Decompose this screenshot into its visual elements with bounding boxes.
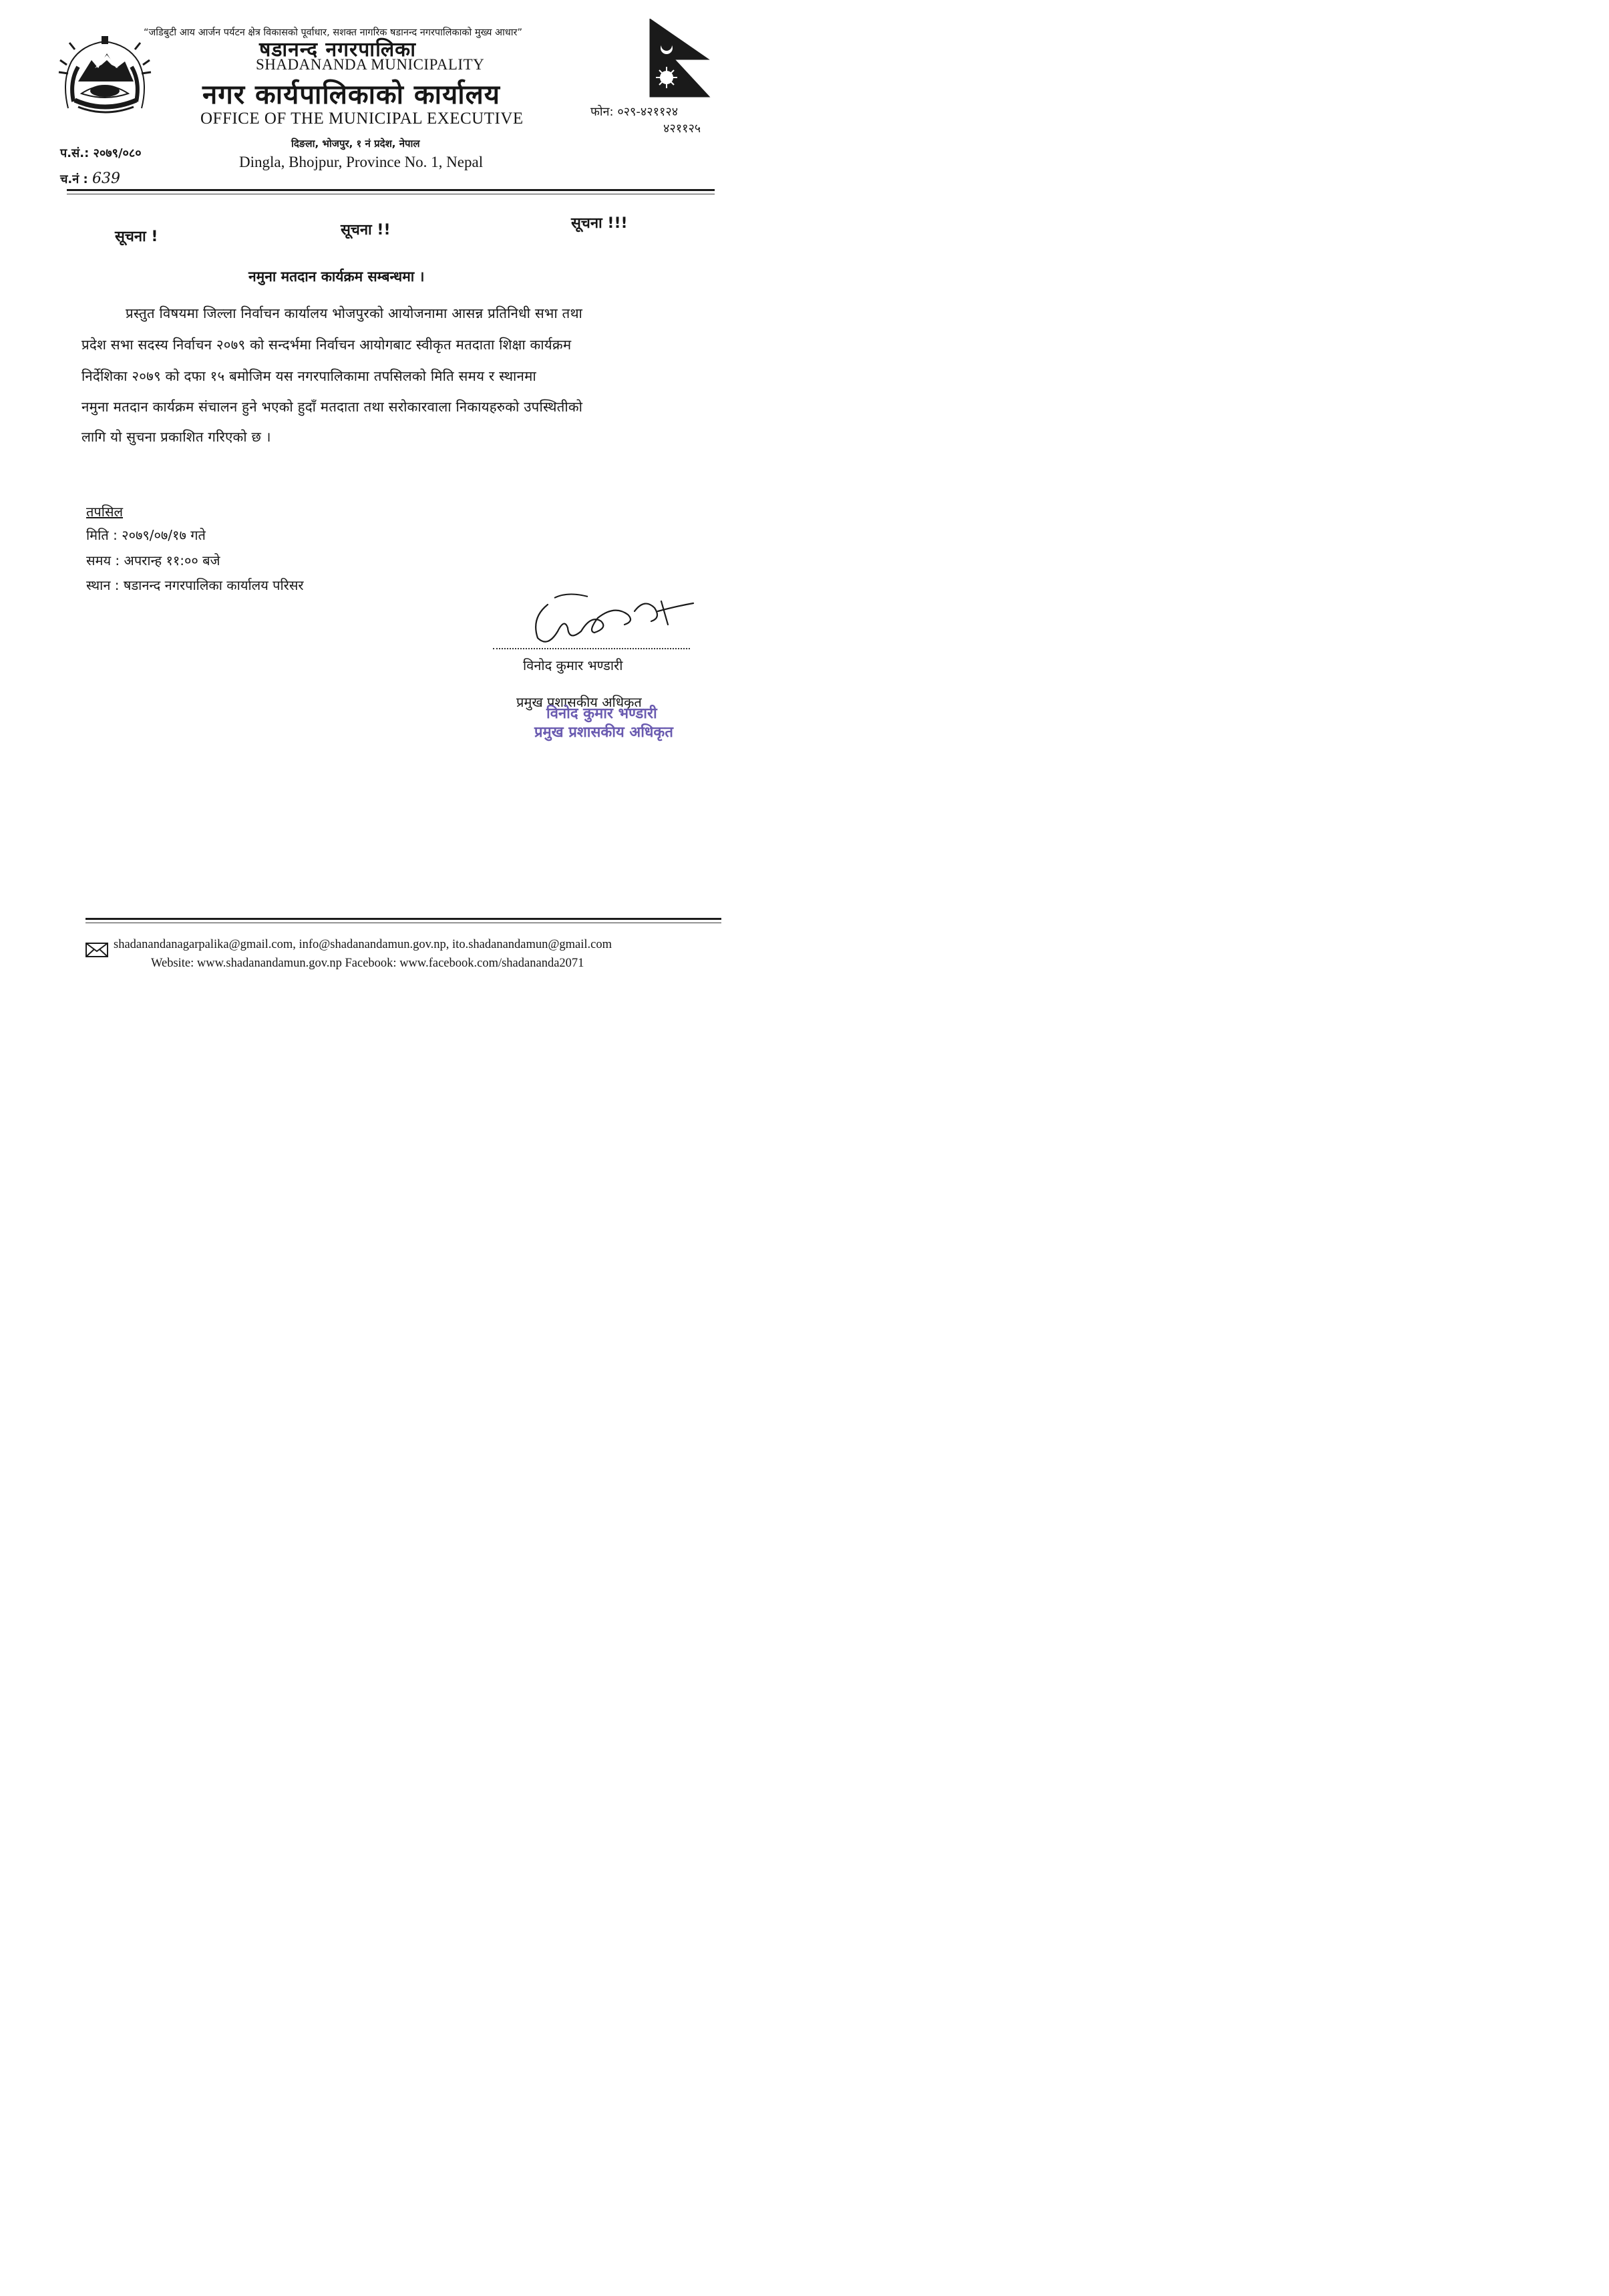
stamp-title: प्रमुख प्रशासकीय अधिकृत [534,724,673,741]
phone-number: फोन: ०२९-४२११२४ [590,105,679,119]
body-line: लागि यो सुचना प्रकाशित गरिएको छ । [81,429,271,445]
details-date: मिति : २०७९/०७/१७ गते [86,527,206,543]
office-name-english: OFFICE OF THE MUNICIPAL EXECUTIVE [200,110,524,128]
reference-number: प.सं.: २०७९/०८० [60,146,142,160]
notice-subject: नमुना मतदान कार्यक्रम सम्बन्धमा । [248,269,425,285]
address-english: Dingla, Bhojpur, Province No. 1, Nepal [239,154,484,170]
nepal-flag-icon [647,19,712,98]
footer-divider [85,918,721,920]
notice-heading-right: सूचना !!! [571,215,628,232]
details-place: स्थान : षडानन्द नगरपालिका कार्यालय परिसर [86,577,304,593]
signatory-name: विनोद कुमार भण्डारी [523,657,623,673]
header-divider [67,189,715,191]
details-time: समय : अपरान्ह ११:०० बजे [86,552,220,568]
phone-number-secondary: ४२११२५ [663,122,701,136]
contact-emails[interactable]: shadanandanagarpalika@gmail.com, info@shadanandamun.gov.np, ito.shadanandamun@gmail.com [114,938,612,951]
municipality-motto: “जडिबुटी आय आर्जन पर्यटन क्षेत्र विकासको पूर्वाधार, सशक्त नागरिक षडानन्द नगरपालिकाको मुख्य आधार” [144,27,522,38]
dispatch-number-label: च.नं : [60,172,88,186]
handwritten-signature-icon [528,591,695,651]
municipality-name-nepali: षडानन्द नगरपालिका [259,38,416,61]
notice-heading-center: सूचना !! [341,222,391,238]
body-line: प्रस्तुत विषयमा जिल्ला निर्वाचन कार्यालय भोजपुरको आयोजनामा आसन्न प्रतिनिधी सभा तथा [126,305,583,321]
municipality-name-english: SHADANANDA MUNICIPALITY [256,56,485,73]
dispatch-number [60,170,120,187]
body-line: नमुना मतदान कार्यक्रम संचालन हुने भएको हुदाँ मतदाता तथा सरोकारवाला निकायहरुको उपस्थितीको [81,399,583,415]
signatory-title: प्रमुख प्रशासकीय अधिकृत [516,694,642,710]
office-name-nepali: नगर कार्यपालिकाको कार्यालय [202,79,500,110]
dispatch-number-value: 639 [92,170,121,187]
stamp-name: विनोद कुमार भण्डारी [546,705,657,722]
body-line: निर्देशिका २०७९ को दफा १५ बमोजिम यस नगरपालिकामा तपसिलको मिति समय र स्थानमा [81,368,536,384]
body-line: प्रदेश सभा सदस्य निर्वाचन २०७९ को सन्दर्भमा निर्वाचन आयोगबाट स्वीकृत मतदाता शिक्षा कार्यक्रम [81,337,572,353]
notice-heading-left: सूचना ! [115,228,158,245]
envelope-icon [85,943,108,957]
signature-line [493,648,690,649]
website-facebook-links[interactable]: Website: www.shadanandamun.gov.np Facebook: www.facebook.com/shadananda2071 [151,957,584,970]
address-nepali: दिङला, भोजपुर, १ नं प्रदेश, नेपाल [291,138,420,150]
details-heading: तपसिल [86,504,124,520]
nepal-emblem-icon [55,35,155,122]
